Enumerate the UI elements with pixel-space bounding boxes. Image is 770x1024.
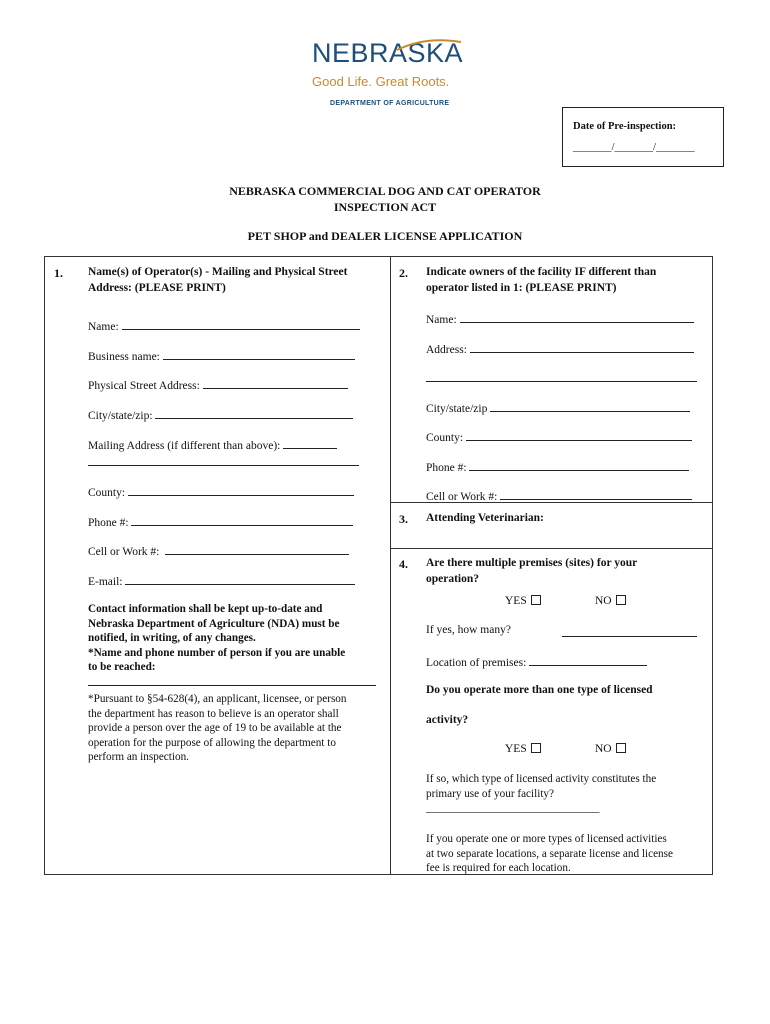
no-checkbox[interactable]: [616, 595, 626, 605]
no-label: NO: [595, 743, 612, 755]
owner-phone-label: Phone #:: [426, 462, 467, 474]
premises-yes-option[interactable]: [505, 595, 541, 607]
section2-number: 2.: [399, 266, 408, 280]
city-state-zip-line[interactable]: [155, 407, 353, 419]
contact-note-line: *Name and phone number of person if you are unable: [88, 646, 346, 659]
phone-line[interactable]: [131, 514, 353, 526]
how-many-line[interactable]: [562, 636, 697, 637]
owner-cell-work-line[interactable]: [500, 488, 692, 500]
multiple-premises-question-line1: Are there multiple premises (sites) for your: [426, 557, 638, 569]
owner-county-field[interactable]: [426, 429, 692, 444]
pursuant-note: [88, 692, 388, 765]
activity-yes-option[interactable]: [505, 743, 541, 755]
contact-note: [88, 602, 388, 675]
owner-county-label: County:: [426, 432, 464, 444]
separate-license-note: [426, 832, 711, 876]
separate-license-note-line: at two separate locations, a separate license and license: [426, 847, 673, 860]
county-line[interactable]: [128, 484, 354, 496]
logo-tagline: Good Life. Great Roots.: [312, 74, 450, 89]
no-label: NO: [595, 595, 612, 607]
owner-city-state-zip-label: City/state/zip: [426, 403, 488, 415]
email-line[interactable]: [125, 573, 355, 585]
pursuant-note-line: provide a person over the age of 19 to be available at the: [88, 722, 342, 734]
phone-field[interactable]: [88, 514, 353, 529]
date-label: Date of Pre-inspection:: [573, 121, 677, 132]
licensed-activity-question-line2: activity?: [426, 714, 469, 726]
attending-veterinarian-label: Attending Veterinarian:: [426, 512, 544, 524]
physical-street-line[interactable]: [203, 377, 348, 389]
contact-note-line: Nebraska Department of Agriculture (NDA) must be: [88, 617, 340, 630]
owner-phone-line[interactable]: [469, 459, 689, 471]
operator-name-field[interactable]: [88, 318, 360, 333]
email-field[interactable]: [88, 573, 355, 588]
owner-address-line2[interactable]: [426, 381, 697, 382]
city-state-zip-label: City/state/zip:: [88, 410, 153, 422]
pursuant-note-line: the department has reason to believe is an operator shall: [88, 707, 339, 720]
section2-heading-line2: operator listed in 1: (PLEASE PRINT): [426, 282, 617, 294]
yes-label: YES: [505, 743, 527, 755]
separate-license-note-line: If you operate one or more types of licensed activities: [426, 833, 667, 845]
licensed-activity-question-line1: Do you operate more than one type of licensed: [426, 684, 653, 696]
owner-phone-field[interactable]: [426, 459, 689, 474]
city-state-zip-field[interactable]: [88, 407, 353, 422]
physical-street-label: Physical Street Address:: [88, 380, 200, 392]
pursuant-note-line: perform an inspection.: [88, 751, 189, 763]
section3-number: 3.: [399, 512, 408, 526]
nebraska-agriculture-logo: [300, 38, 480, 113]
business-name-field[interactable]: [88, 348, 355, 363]
how-many-label: If yes, how many?: [426, 624, 511, 636]
contact-note-line: notified, in writing, of any changes.: [88, 632, 256, 644]
mailing-address-line2[interactable]: [88, 465, 359, 466]
owner-address-field[interactable]: [426, 341, 694, 356]
contact-note-line: to be reached:: [88, 661, 156, 673]
physical-street-field[interactable]: [88, 377, 348, 392]
logo-department: DEPARTMENT OF AGRICULTURE: [330, 100, 450, 107]
primary-use-blank[interactable]: _______________________________: [426, 802, 600, 814]
form-title-line1: NEBRASKA COMMERCIAL DOG AND CAT OPERATOR: [229, 184, 541, 198]
multiple-premises-question-line2: operation?: [426, 573, 480, 585]
owner-name-line[interactable]: [460, 311, 694, 323]
section2-heading-line1: Indicate owners of the facility IF different than: [426, 266, 657, 278]
form-title-line2: INSPECTION ACT: [333, 200, 437, 214]
contact-note-line: Contact information shall be kept up-to-date and: [88, 603, 323, 615]
yes-checkbox[interactable]: [531, 743, 541, 753]
pursuant-note-line: operation for the purpose of allowing the department to: [88, 736, 336, 749]
owner-address-label: Address:: [426, 344, 467, 356]
primary-use-line1: If so, which type of licensed activity constitutes the: [426, 773, 657, 785]
no-checkbox[interactable]: [616, 743, 626, 753]
unreachable-contact-line[interactable]: [88, 685, 376, 686]
section1-heading-line1: Name(s) of Operator(s) - Mailing and Physical Street: [88, 266, 348, 278]
mailing-address-line[interactable]: [283, 437, 337, 449]
section1-heading-line2: Address: (PLEASE PRINT): [88, 282, 226, 294]
operator-name-line[interactable]: [122, 318, 360, 330]
section-divider-4: [390, 548, 713, 549]
county-field[interactable]: [88, 484, 354, 499]
owner-name-label: Name:: [426, 314, 457, 326]
section4-number: 4.: [399, 557, 408, 571]
location-field[interactable]: [426, 654, 647, 669]
primary-use-line2: primary use of your facility?: [426, 787, 554, 800]
owner-address-line[interactable]: [470, 341, 694, 353]
date-field[interactable]: _______/_______/_______: [573, 141, 695, 153]
email-label: E-mail:: [88, 576, 123, 588]
owner-county-line[interactable]: [466, 429, 692, 441]
county-label: County:: [88, 487, 126, 499]
yes-checkbox[interactable]: [531, 595, 541, 605]
logo-wordmark: NEBRASKA: [312, 38, 464, 68]
mailing-address-field[interactable]: [88, 437, 337, 452]
pursuant-note-line: *Pursuant to §54-628(4), an applicant, licensee, or person: [88, 693, 347, 705]
location-line[interactable]: [529, 654, 647, 666]
mailing-address-label: Mailing Address (if different than above):: [88, 440, 281, 452]
owner-name-field[interactable]: [426, 311, 694, 326]
owner-cell-work-label: Cell or Work #:: [426, 491, 498, 503]
owner-city-state-zip-line[interactable]: [490, 400, 690, 412]
location-label: Location of premises:: [426, 657, 527, 669]
cell-work-field[interactable]: [88, 543, 349, 558]
business-name-label: Business name:: [88, 351, 160, 363]
activity-no-option[interactable]: [595, 743, 626, 755]
operator-name-label: Name:: [88, 321, 119, 333]
section1-number: 1.: [54, 266, 63, 280]
business-name-line[interactable]: [163, 348, 355, 360]
form-subtitle: PET SHOP and DEALER LICENSE APPLICATION: [247, 229, 523, 243]
cell-work-line[interactable]: [165, 543, 349, 555]
date-of-preinspection-box: [562, 107, 724, 167]
yes-label: YES: [505, 595, 527, 607]
premises-no-option[interactable]: [595, 595, 626, 607]
separate-license-note-line: fee is required for each location.: [426, 862, 571, 874]
phone-label: Phone #:: [88, 517, 129, 529]
cell-work-label: Cell or Work #:: [88, 546, 160, 558]
logo-swoosh-icon: [395, 34, 465, 54]
owner-cell-work-field[interactable]: [426, 488, 692, 503]
owner-city-state-zip-field[interactable]: [426, 400, 690, 415]
primary-use-question: [426, 772, 711, 816]
column-divider: [390, 256, 391, 875]
